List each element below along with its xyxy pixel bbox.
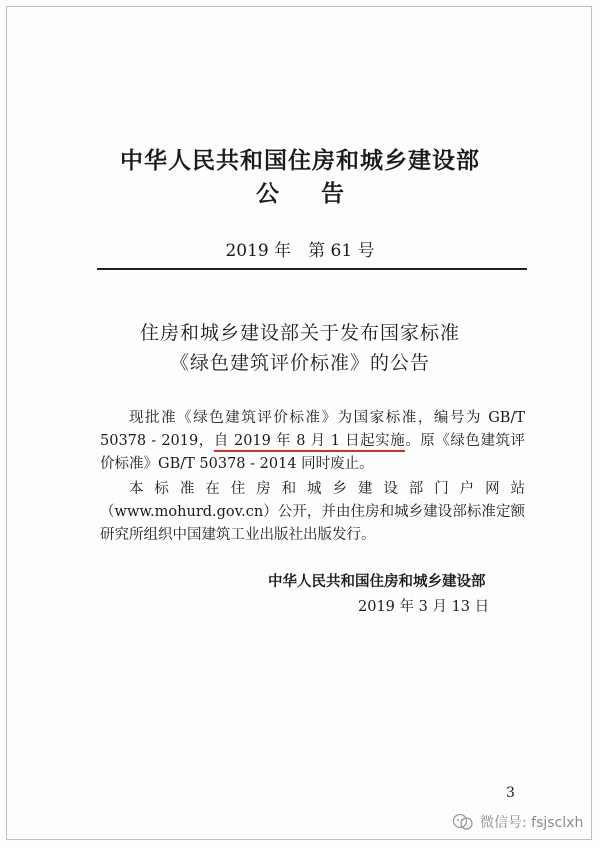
- header-divider: [97, 268, 527, 270]
- paragraph-1-text: 现批准《绿色建筑评价标准》为国家标准，编号为 GB/T 50378 - 2019，: [100, 410, 525, 449]
- body-paragraph-1: [100, 407, 525, 476]
- signature-date: 2019 年 3 月 13 日: [358, 599, 490, 615]
- issuer-name: 中华人民共和国住房和城乡建设部: [120, 148, 480, 174]
- page-number: 3: [506, 785, 515, 801]
- watermark-text: 微信号: fsjsclxh: [480, 815, 584, 831]
- signature-organization: 中华人民共和国住房和城乡建设部: [268, 574, 486, 590]
- paragraph-1-text-end: 。原《绿色建筑评价标准》GB/T 50378 - 2014 同时废止。: [100, 433, 526, 472]
- body-paragraph-2: 本标准在住房和城乡建设部门户网站（www.mohurd.gov.cn）公开，并由住房和城乡建设部标准定额研究所组织中国建筑工业出版社出版发行。: [100, 481, 525, 543]
- wechat-account-icon: [452, 813, 474, 831]
- document-number: 2019 年 第 61 号: [225, 241, 375, 261]
- notice-title-line-1: 住房和城乡建设部关于发布国家标准: [139, 322, 460, 344]
- notice-title-line-2: 《绿色建筑评价标准》的公告: [169, 352, 430, 374]
- document-type: 公告: [256, 181, 386, 207]
- effective-date-highlight: 自 2019 年 8 月 1 日起实施: [214, 433, 405, 452]
- wechat-watermark: [452, 812, 583, 832]
